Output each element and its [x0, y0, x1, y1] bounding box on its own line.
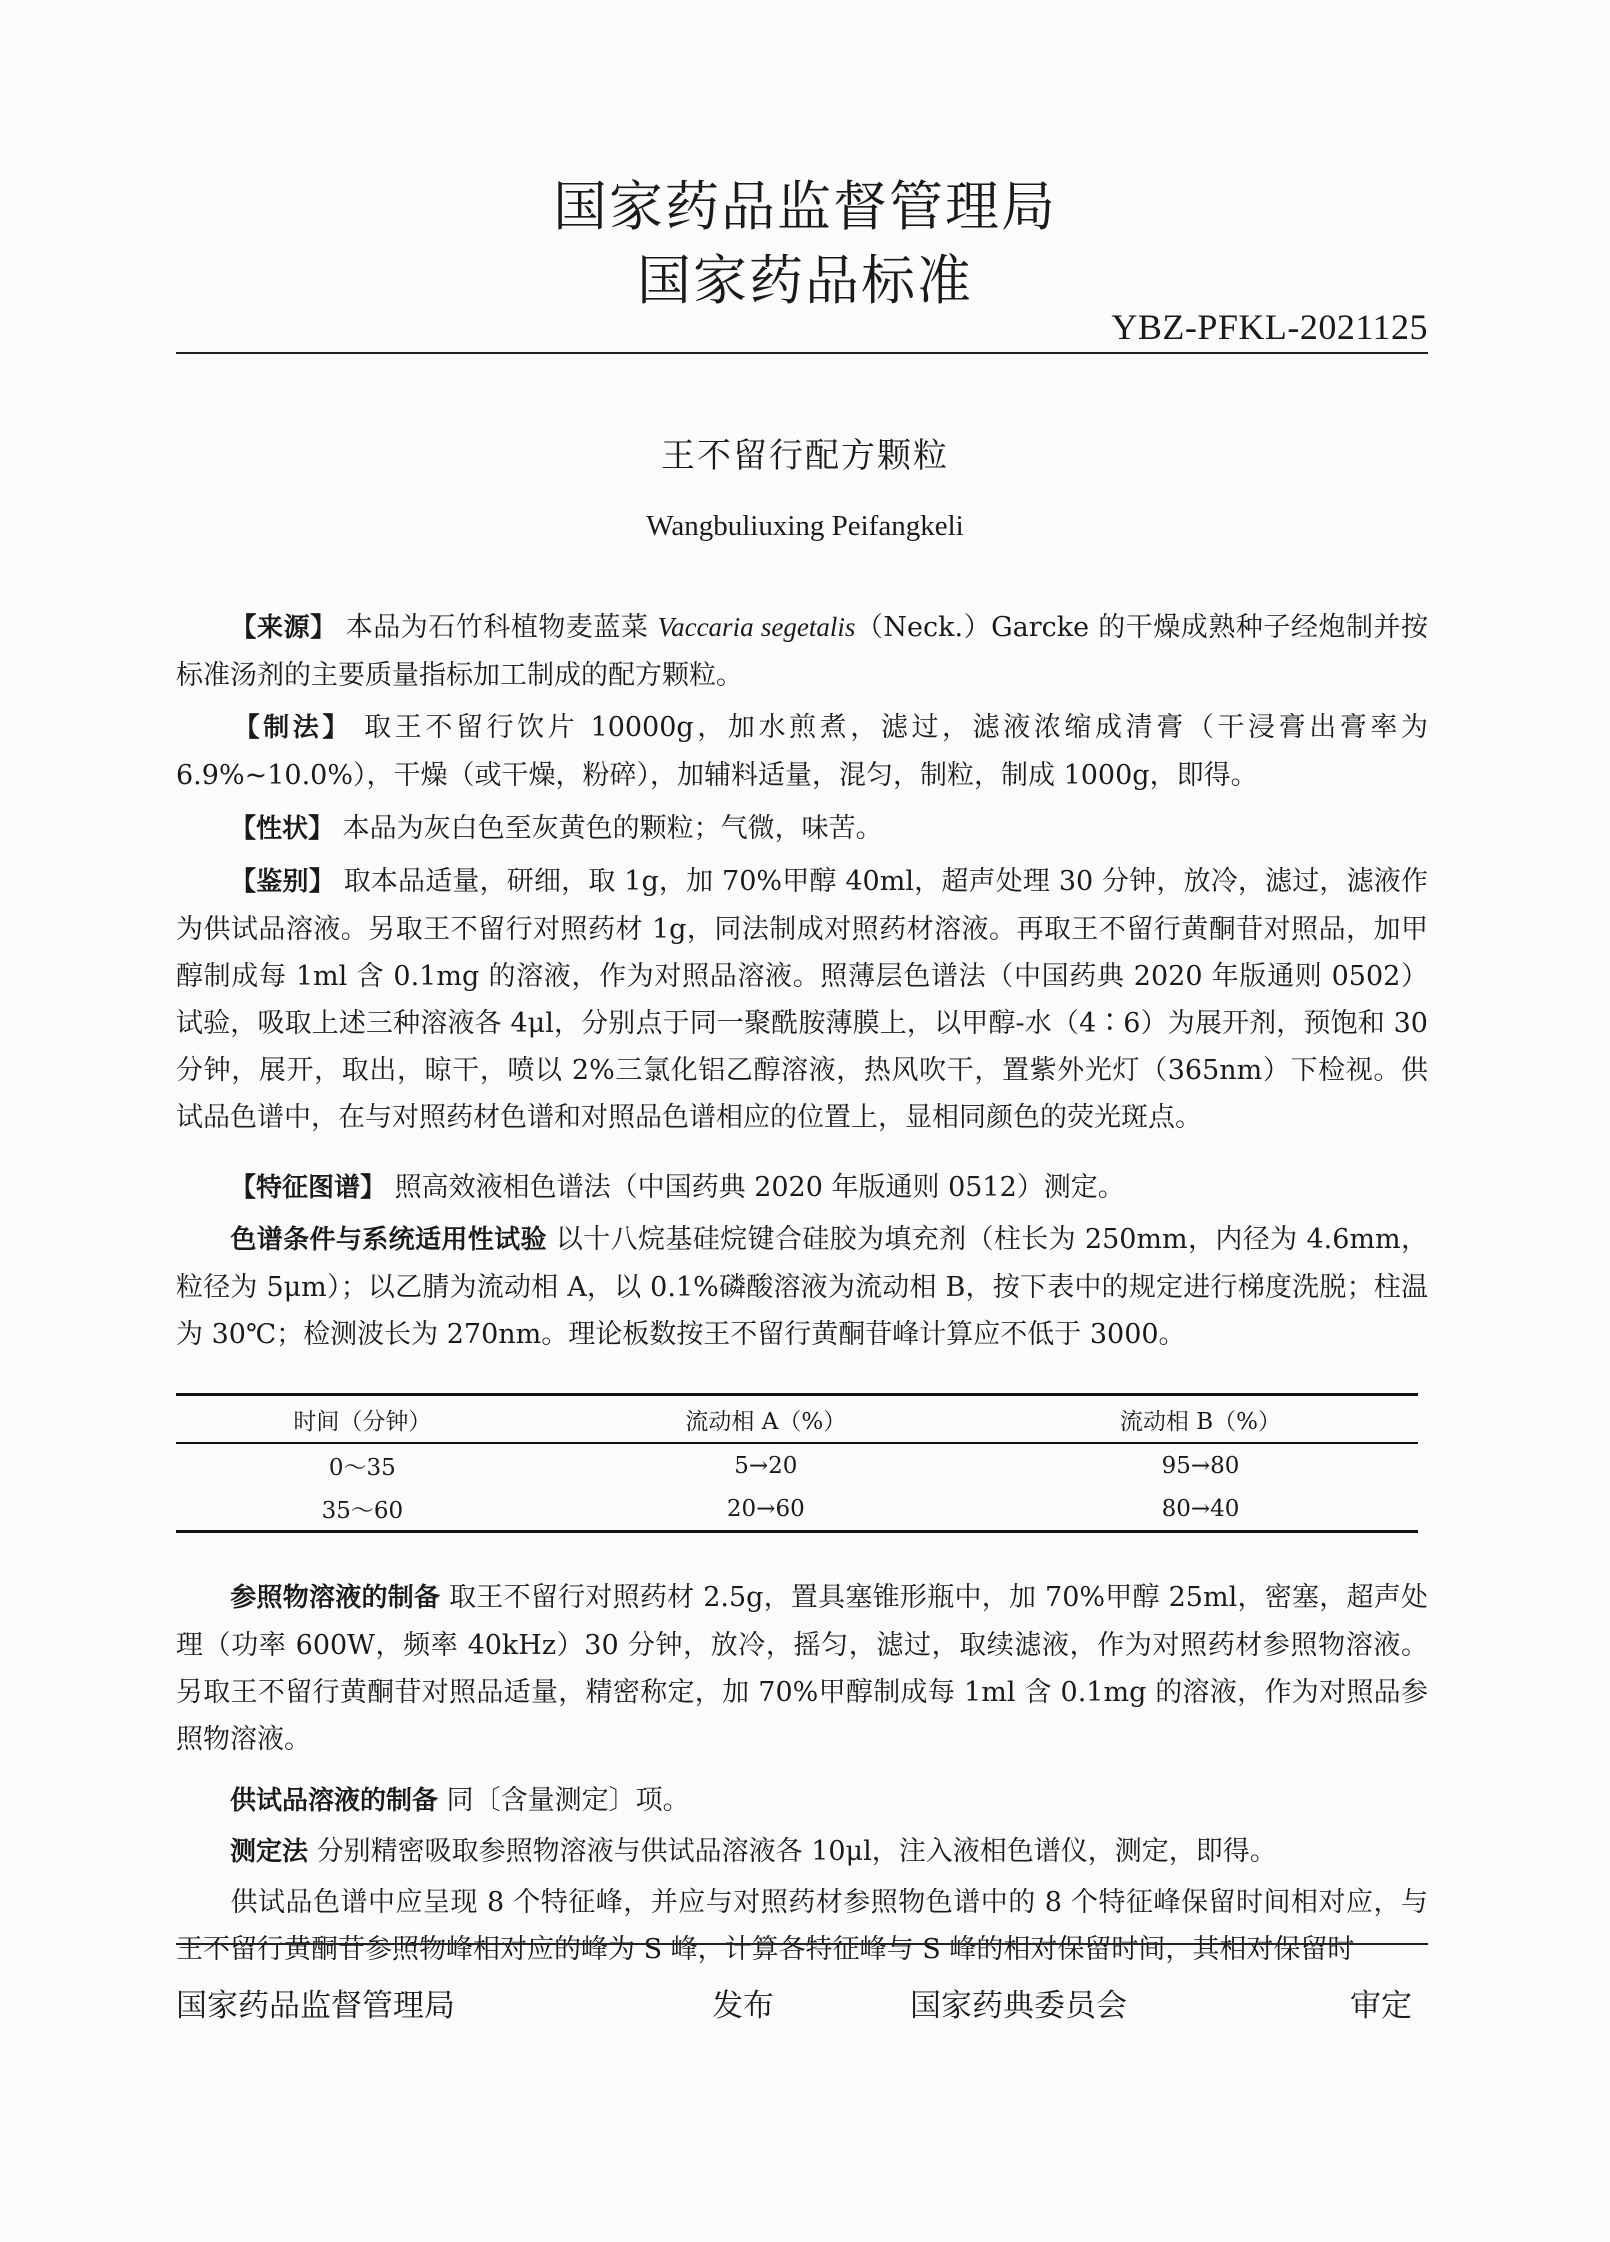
table-header-cell: 时间（分钟）	[176, 1395, 549, 1444]
footer-review-label: 审定	[1350, 1988, 1412, 2024]
section-text: 取本品适量，研细，取 1g，加 70%甲醇 40ml，超声处理 30 分钟，放冷，滤过，滤液作为供试品溶液。另取王不留行对照药材 1g，同法制成对照药材溶液。再取王不留行黄酮苷对照品，加甲醇制成每 1ml 含 0.1mg 的溶液，作为对照品溶液。照薄层色谱法（中国药典 2020 年版通则 0502）试验，吸取上述三种溶液各 4μl，分别点于同一聚酰胺薄膜上，以甲醇-水（4∶6）为展开剂，预饱和 30 分钟，展开，取出，晾干，喷以 2%三氯化铝乙醇溶液，热风吹干，置紫外光灯（365nm）下检视。供试品色谱中，在与对照药材色谱和对照品色谱相应的位置上，显相同颜色的荧光斑点。	[176, 866, 1428, 1133]
document-title-agency: 国家药品监督管理局	[553, 175, 1057, 238]
table-cell: 95→80	[1161, 1452, 1240, 1479]
section-result	[176, 1879, 1428, 1965]
section-label: 【性状】	[230, 814, 335, 844]
table-cell: 0～35	[328, 1455, 396, 1481]
footer-issue-label: 发布	[712, 1988, 774, 2024]
section-text: 本品为灰白色至灰黄色的颗粒；气微，味苦。	[342, 813, 883, 844]
section-label: 【鉴别】	[230, 867, 335, 897]
section-source	[176, 604, 1428, 699]
section-label: 【来源】	[230, 613, 337, 643]
table-cell: 20→60	[549, 1487, 983, 1532]
section-label: 供试品溶液的制备	[230, 1786, 439, 1816]
table-cell: 35～60	[176, 1487, 549, 1532]
section-label: 参照物溶液的制备	[230, 1583, 441, 1613]
table-cell: 5→20	[734, 1452, 798, 1479]
section-text: 供试品色谱中应呈现 8 个特征峰，并应与对照药材参照物色谱中的 8 个特征峰保留时间相对应，与王不留行黄酮苷参照物峰相对应的峰为 S 峰，计算各特征峰与 S 峰的相对保留时间，其相对保留时	[176, 1887, 1428, 1965]
table-row	[176, 1487, 1418, 1532]
table-header-row	[176, 1395, 1418, 1444]
section-text: 取王不留行饮片 10000g，加水煎煮，滤过，滤液浓缩成清膏（干浸膏出膏率为 6.9%~10.0%），干燥（或干燥，粉碎），加辅料适量，混匀，制粒，制成 1000g，即得。	[176, 712, 1428, 791]
section-identification	[176, 858, 1428, 1141]
section-reference-solution	[176, 1574, 1428, 1763]
section-label: 【特征图谱】	[230, 1173, 387, 1203]
section-conditions	[176, 1216, 1428, 1358]
section-label: 测定法	[230, 1837, 309, 1867]
footer-divider	[176, 1943, 1428, 1945]
latin-name: Vaccaria segetalis	[657, 612, 856, 642]
section-method	[176, 1828, 1428, 1876]
table-header-cell: 流动相 B（%）	[983, 1395, 1418, 1444]
drug-name-pinyin: Wangbuliuxing Peifangkeli	[646, 510, 964, 542]
standard-code: YBZ-PFKL-2021125	[1111, 307, 1428, 347]
footer-reviewer: 国家药典委员会	[910, 1988, 1127, 2024]
section-label: 【制法】	[230, 713, 352, 743]
section-text: 以十八烷基硅烷键合硅胶为填充剂（柱长为 250mm，内径为 4.6mm，粒径为 5μm）；以乙腈为流动相 A，以 0.1%磷酸溶液为流动相 B，按下表中的规定进行梯度洗脱；柱温为 30℃；检测波长为 270nm。理论板数按王不留行黄酮苷峰计算应不低于 3000。	[176, 1224, 1428, 1350]
section-fingerprint	[176, 1164, 1428, 1212]
section-text: 本品为石竹科植物麦蓝菜	[345, 612, 649, 643]
section-label: 色谱条件与系统适用性试验	[230, 1225, 547, 1255]
table-cell: 80→40	[983, 1487, 1418, 1532]
gradient-table	[176, 1393, 1418, 1533]
document-title-standard: 国家药品标准	[637, 249, 973, 312]
section-text: （Neck.）Garcke 的干燥成熟种子经炮制并按标准汤剂的主要质量指标加工制成的配方颗粒。	[176, 612, 1428, 691]
section-text: 照高效液相色谱法（中国药典 2020 年版通则 0512）测定。	[394, 1172, 1125, 1203]
header-divider	[176, 352, 1428, 354]
drug-name-cn: 王不留行配方颗粒	[661, 436, 949, 476]
section-text: 分别精密吸取参照物溶液与供试品溶液各 10μl，注入液相色谱仪，测定，即得。	[316, 1836, 1277, 1867]
section-test-solution	[176, 1777, 1428, 1825]
footer-issuer: 国家药品监督管理局	[176, 1988, 455, 2024]
section-preparation	[176, 704, 1428, 799]
section-text: 取王不留行对照药材 2.5g，置具塞锥形瓶中，加 70%甲醇 25ml，密塞，超声处理（功率 600W，频率 40kHz）30 分钟，放冷，摇匀，滤过，取续滤液，作为对照药材参照物溶液。另取王不留行黄酮苷对照品适量，精密称定，加 70%甲醇制成每 1ml 含 0.1mg 的溶液，作为对照品参照物溶液。	[176, 1582, 1428, 1755]
section-character	[176, 805, 1428, 853]
table-row	[176, 1443, 1418, 1487]
table-header-cell: 流动相 A（%）	[549, 1395, 983, 1444]
section-text: 同〔含量测定〕项。	[446, 1785, 690, 1816]
